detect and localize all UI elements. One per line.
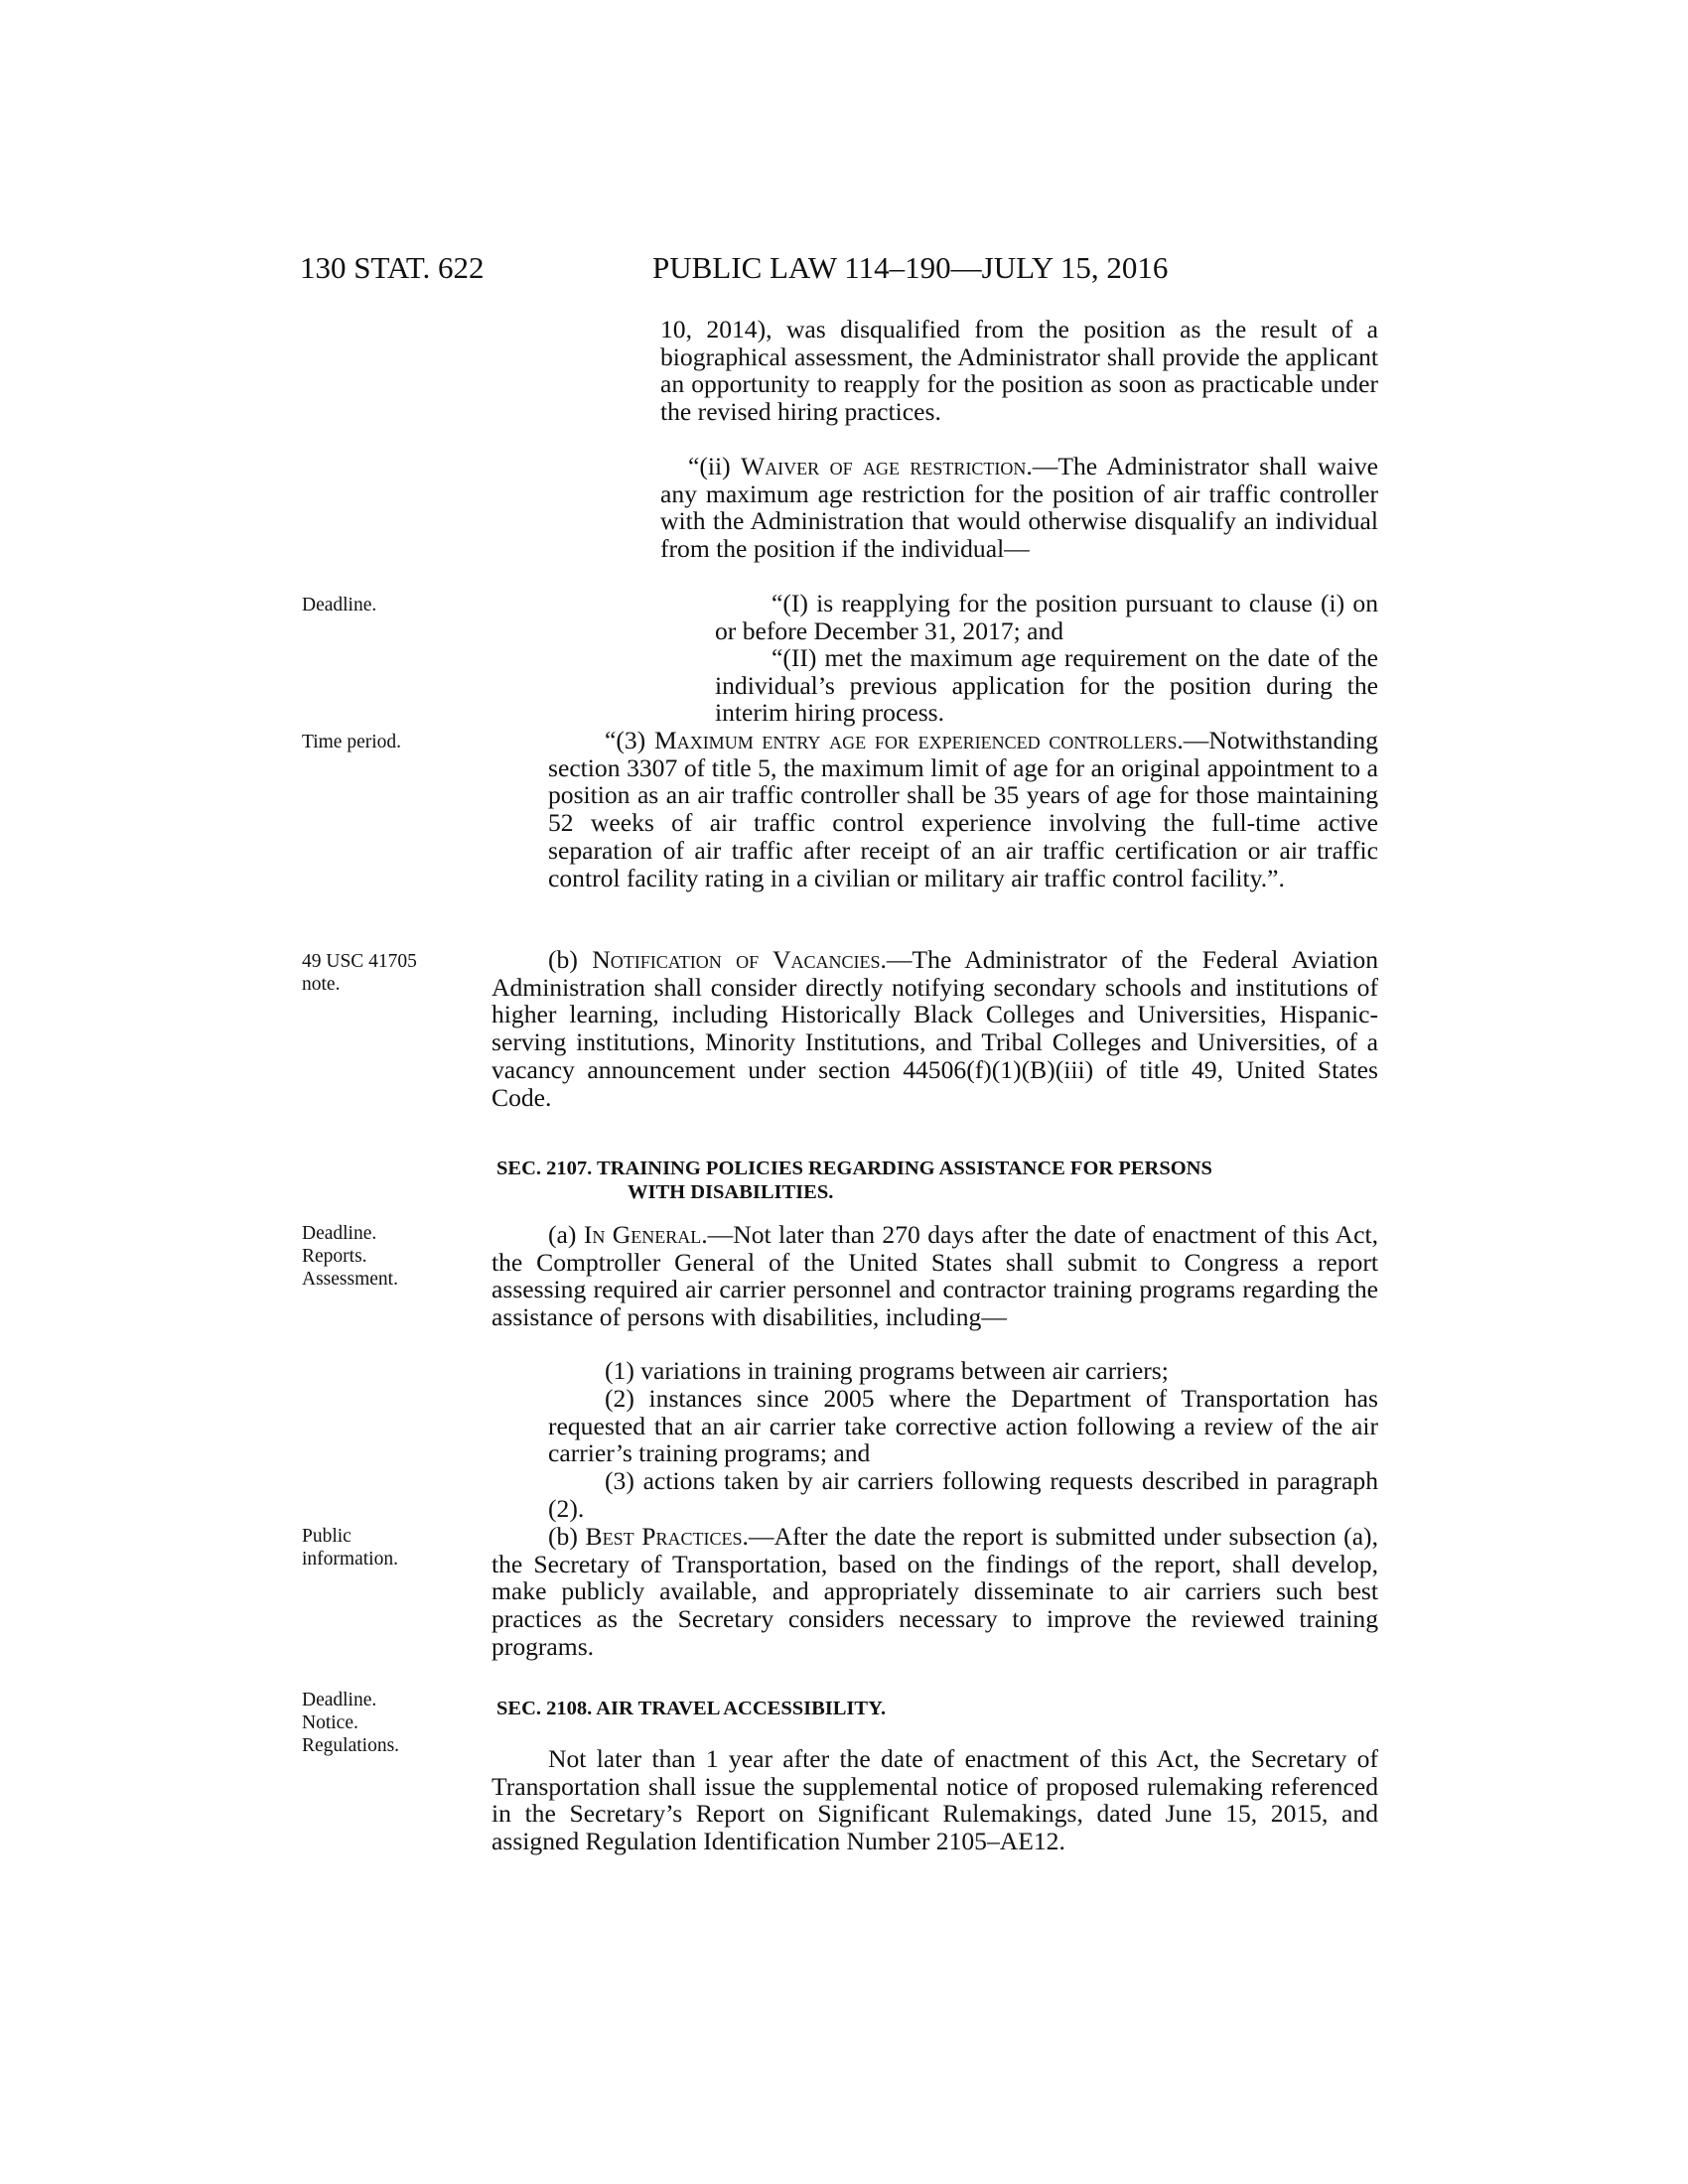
subsection-a-in-general bbox=[492, 1221, 1378, 1331]
subsection-number: (a) bbox=[548, 1220, 584, 1249]
item-1: (1) variations in training programs between air carriers; bbox=[605, 1356, 1169, 1385]
clause-heading: Waiver of age restriction. bbox=[741, 452, 1033, 480]
clause-number: “(ii) bbox=[688, 452, 742, 480]
subsection-text: —The Administrator of the Federal Aviation Administration shall consider directly notifying secondary schools and institutions of higher learning, including Historically Black Colleges and Universities, Hispanic-serving institutions, Minority Institutions, and Tribal Colleges and Universities, of a vacancy announcement under section 44506(f)(1)(B)(iii) of title 49, United States Code. bbox=[492, 945, 1378, 1112]
margin-note-deadline: Deadline. bbox=[302, 595, 377, 615]
margin-note-public-information bbox=[302, 1525, 451, 1570]
margin-note-assessment: Assessment. bbox=[302, 1269, 398, 1290]
subsection-number: (b) bbox=[548, 1522, 586, 1551]
clause-ii-waiver bbox=[660, 453, 1378, 563]
subsection-heading: In General. bbox=[583, 1220, 708, 1249]
item-3: (3) actions taken by air carriers following requests described in paragraph (2). bbox=[548, 1466, 1378, 1523]
margin-note-line: Public bbox=[302, 1526, 352, 1547]
margin-note-reports: Reports. bbox=[302, 1246, 367, 1267]
paragraph-text: —Notwithstanding section 3307 of title 5, the maximum limit of age for an original appointment to a position as an air traffic controller shall be 35 years of age for those maintaining 52 weeks of air traffic control experience involving the full-time active separation of air traffic after receipt of an air traffic certification or air traffic control facility rating in a civilian or military air traffic control facility.”. bbox=[548, 726, 1378, 892]
subclause-I: “(I) is reapplying for the position pursuant to clause (i) on or before December 31, 2017; and bbox=[715, 589, 1378, 645]
section-heading-line: WITH DISABILITIES. bbox=[628, 1181, 834, 1203]
section-heading-2107 bbox=[496, 1157, 1378, 1204]
subsection-text: —Not later than 270 days after the date of enactment of this Act, the Comptroller General of the United States shall submit to Congress a report assessing required air carrier personnel and contractor training programs regarding the assistance of persons with disabilities, including— bbox=[492, 1220, 1378, 1332]
margin-note-regulations: Regulations. bbox=[302, 1735, 400, 1756]
subsection-number: (b) bbox=[548, 945, 593, 974]
margin-note-time-period: Time period. bbox=[302, 732, 402, 752]
stat-page-number: 130 STAT. 622 bbox=[300, 250, 485, 285]
subsection-text: —After the date the report is submitted under subsection (a), the Secretary of Transportation, based on the findings of the report, shall develop, make publicly available, and appropriately disseminate to air carriers such best practices as the Secretary considers necessary to improve the reviewed training programs. bbox=[492, 1522, 1378, 1661]
margin-note-group-2108 bbox=[302, 1689, 451, 1757]
subsection-heading: Best Practices. bbox=[585, 1522, 749, 1551]
section-heading-2108: SEC. 2108. AIR TRAVEL ACCESSIBILITY. bbox=[496, 1698, 887, 1719]
margin-note-line: information. bbox=[302, 1549, 398, 1570]
margin-note-usc-line: 49 USC 41705 bbox=[302, 951, 417, 972]
margin-note-usc bbox=[302, 950, 451, 996]
margin-note-usc-line: note. bbox=[302, 974, 341, 995]
margin-note-deadline: Deadline. bbox=[302, 1690, 377, 1710]
subsection-heading: Notification of Vacancies. bbox=[592, 945, 887, 974]
paragraph-3-max-entry-age bbox=[548, 727, 1378, 891]
paragraph-heading: Maximum entry age for experienced controllers. bbox=[653, 726, 1184, 754]
clause-text: —The Administrator shall waive any maximum age restriction for the position of air traffic controller with the Administration that would otherwise disqualify an individual from the position if the individual— bbox=[660, 452, 1378, 564]
law-title: PUBLIC LAW 114–190—JULY 15, 2016 bbox=[652, 250, 1169, 285]
paragraph-number: “(3) bbox=[605, 726, 654, 754]
item-2: (2) instances since 2005 where the Department of Transportation has requested that an air carrier take corrective action following a review of the air carrier’s training programs; and bbox=[548, 1384, 1378, 1468]
margin-note-group-2107a bbox=[302, 1222, 451, 1291]
subclause-II: “(II) met the maximum age requirement on the date of the individual’s previous application for the position during the interim hiring process. bbox=[715, 643, 1378, 728]
section-heading-line: SEC. 2107. TRAINING POLICIES REGARDING ASSISTANCE FOR PERSONS bbox=[496, 1158, 1212, 1179]
margin-note-deadline: Deadline. bbox=[302, 1223, 377, 1244]
margin-note-notice: Notice. bbox=[302, 1712, 358, 1733]
subsection-b-best-practices bbox=[492, 1523, 1378, 1661]
section-2108-text: Not later than 1 year after the date of enactment of this Act, the Secretary of Transportation shall issue the supplemental notice of proposed rulemaking referenced in the Secretary’s Report on Significant Rulemakings, dated June 15, 2015, and assigned Regulation Identification Number 2105–AE12. bbox=[492, 1744, 1378, 1856]
page-header bbox=[0, 250, 1688, 290]
subsection-b-notification bbox=[492, 946, 1378, 1111]
paragraph-continuation: 10, 2014), was disqualified from the position as the result of a biographical assessment, the Administrator shall provide the applicant an opportunity to reapply for the position as soon as practicable under the revised hiring practices. bbox=[660, 315, 1378, 427]
